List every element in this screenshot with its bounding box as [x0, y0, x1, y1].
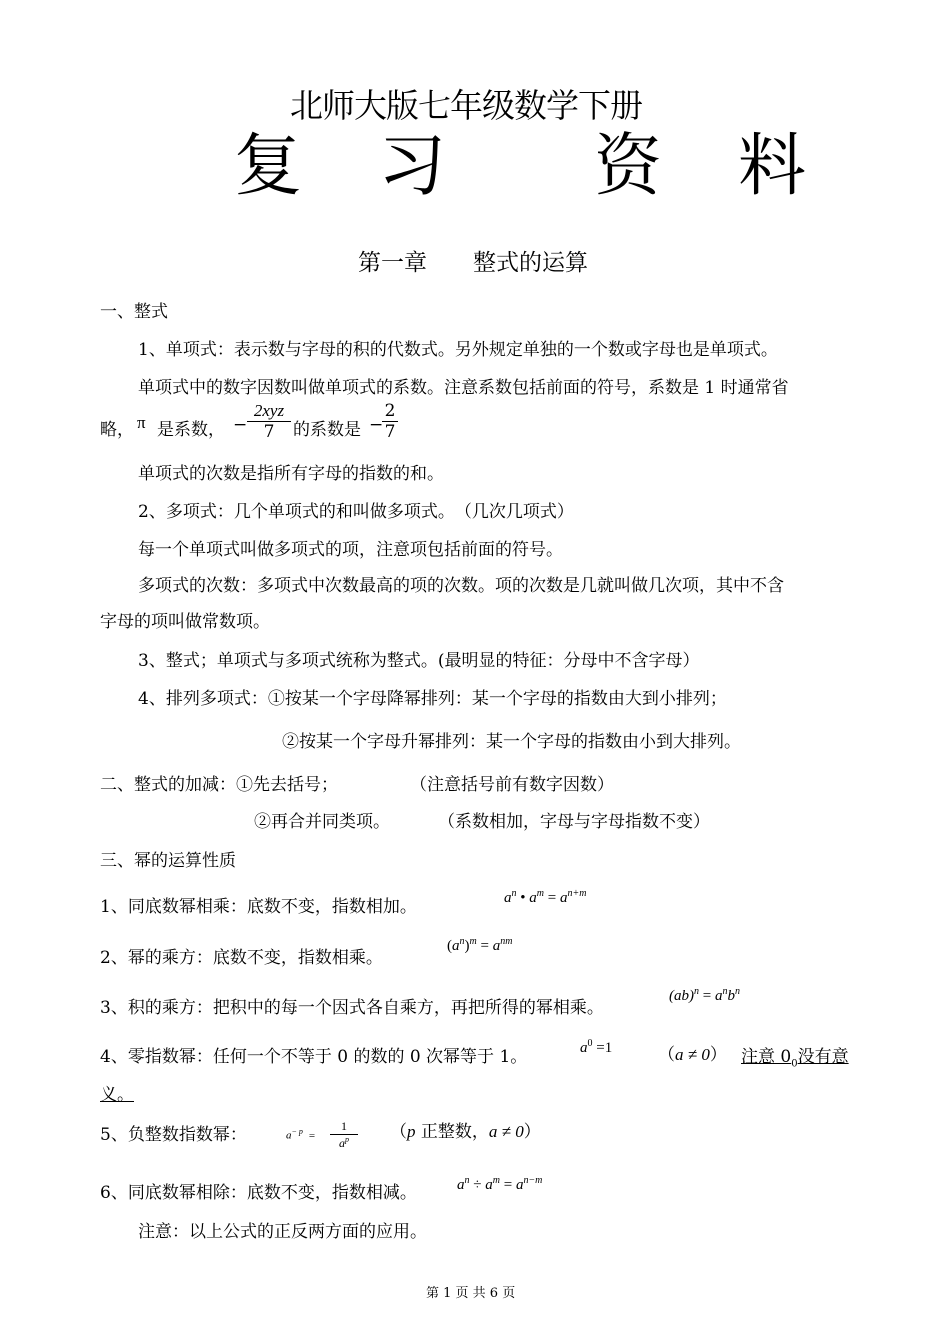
- condition-text: a ≠ 0: [488, 1122, 524, 1141]
- fraction-denominator: 7: [263, 422, 275, 442]
- note-text: 没有意: [797, 1047, 849, 1067]
- note: 注意：以上公式的正反两方面的应用。: [138, 1222, 427, 1242]
- formula-2: [447, 936, 512, 955]
- condition-text: a ≠ 0: [675, 1045, 710, 1064]
- formula-exp: − p: [291, 1127, 303, 1136]
- formula-op: =: [499, 1177, 516, 1193]
- fraction-sign: −: [233, 415, 248, 435]
- formula-term: a: [286, 1129, 292, 1142]
- paragraph: 1、单项式：表示数与字母的积的代数式。另外规定单独的一个数或字母也是单项式。: [138, 340, 778, 360]
- formula-paren: ): [464, 938, 470, 954]
- formula-op: =1: [592, 1040, 613, 1056]
- formula-exp: m: [492, 1175, 500, 1186]
- formula-term: a: [457, 1177, 465, 1193]
- formula-term: a: [504, 890, 512, 906]
- paragraph: 字母的项叫做常数项。: [100, 612, 270, 632]
- formula-op: =: [476, 938, 493, 954]
- rule-3: 3、积的乘方：把积中的每一个因式各自乘方，再把所得的幂相乘。: [100, 998, 604, 1018]
- formula-op: ÷: [469, 1177, 486, 1193]
- formula-exp: m: [469, 936, 477, 947]
- rule-6: 6、同底数幂相除：底数不变，指数相减。: [100, 1183, 417, 1203]
- paragraph: ②按某一个字母升幂排列：某一个字母的指数由小到大排列。: [282, 732, 741, 752]
- formula-exp: n+m: [567, 888, 587, 899]
- formula-exp: n: [734, 986, 740, 997]
- fraction-denominator: $a^p$: [339, 1135, 349, 1150]
- formula-3: [669, 986, 740, 1005]
- formula-term: a: [485, 1177, 493, 1193]
- section-heading-1: 一、整式: [100, 302, 168, 322]
- rule-4: 4、零指数幂：任何一个不等于 0 的数的 0 次幂等于 1。: [100, 1047, 528, 1067]
- document-subtitle: 复 习 资 料: [234, 127, 811, 206]
- formula-term: a: [580, 1040, 588, 1056]
- formula-term: a: [559, 890, 568, 906]
- formula-op: =: [544, 890, 560, 906]
- formula-paren: (: [447, 938, 452, 954]
- condition-paren: ）: [709, 1045, 727, 1065]
- formula-term: a: [492, 938, 501, 954]
- condition: [390, 1117, 541, 1142]
- rule-5: 5、负整数指数幂：: [100, 1125, 247, 1145]
- paragraph-lead: 略，: [100, 420, 134, 440]
- formula-exp: m: [536, 888, 544, 899]
- paragraph-text: 是系数，: [157, 420, 225, 440]
- formula-exp: n: [511, 888, 517, 899]
- page-footer: 第 1 页 共 6 页: [426, 1286, 516, 1301]
- condition-paren: （: [390, 1122, 407, 1142]
- formula-5: [286, 1127, 321, 1142]
- fraction-numerator: 2xyz: [253, 401, 285, 420]
- formula-op: =: [699, 988, 715, 1004]
- fraction-2-over-7: [382, 401, 398, 442]
- condition-text: 正整数，: [415, 1122, 489, 1142]
- note-underlined: 义。: [100, 1085, 134, 1105]
- fraction-2xyz-over-7: [247, 401, 291, 442]
- document-title: 北师大版七年级数学下册: [290, 86, 642, 125]
- formula-term: a: [515, 1177, 524, 1193]
- fraction-numerator: 2: [384, 401, 396, 421]
- note-subscript: 0: [791, 1058, 798, 1070]
- paragraph-note: （系数相加，字母与字母指数不变）: [438, 812, 710, 832]
- formula-exp: n: [464, 1175, 470, 1186]
- formula-term: b: [727, 988, 735, 1004]
- paragraph: 每一个单项式叫做多项式的项，注意项包括前面的符号。: [138, 540, 563, 560]
- formula-op: =: [308, 1129, 316, 1142]
- condition-paren: ）: [523, 1122, 541, 1142]
- condition-var: p: [407, 1122, 416, 1141]
- rule-2: 2、幂的乘方：底数不变，指数相乘。: [100, 948, 383, 968]
- fraction-sign: −: [369, 415, 384, 435]
- formula-exp: nm: [500, 936, 513, 947]
- condition: [658, 1040, 727, 1065]
- note-text-visible: 注意 0: [741, 1047, 792, 1067]
- paragraph: 单项式中的数字因数叫做单项式的系数。注意系数包括前面的符号，系数是 1 时通常省: [138, 378, 789, 398]
- paragraph-note: （注意括号前有数字因数）: [410, 775, 614, 795]
- paragraph: 单项式的次数是指所有字母的指数的和。: [138, 464, 444, 484]
- paragraph: 2、多项式：几个单项式的和叫做多项式。 （几次几项式）: [138, 502, 574, 522]
- formula-6: [457, 1175, 542, 1194]
- formula-1: [504, 888, 586, 907]
- section-heading-2: 二、整式的加减：①先去括号；: [100, 775, 338, 795]
- pi-symbol: π: [137, 413, 146, 432]
- formula-term: a: [452, 938, 460, 954]
- formula-exp: n: [694, 986, 699, 997]
- formula-exp: n: [459, 936, 465, 947]
- formula-exp: n: [722, 986, 728, 997]
- formula-term: a: [714, 988, 723, 1004]
- formula-4: [580, 1038, 612, 1057]
- rule-1: 1、同底数幂相乘：底数不变，指数相加。: [100, 897, 417, 917]
- section-heading-3: 三、幂的运算性质: [100, 851, 236, 871]
- chapter-heading: 第一章 整式的运算: [358, 250, 588, 276]
- fraction-numerator: 1: [341, 1119, 347, 1133]
- fraction-denominator: 7: [384, 422, 396, 442]
- formula-exp: n−m: [523, 1175, 543, 1186]
- paragraph: 3、整式；单项式与多项式统称为整式。(最明显的特征：分母中不含字母）: [138, 651, 700, 671]
- formula-op: •: [516, 890, 530, 906]
- paragraph: 多项式的次数：多项式中次数最高的项的次数。项的次数是几就叫做几次项，其中不含: [138, 576, 784, 596]
- formula-term: (ab): [669, 988, 694, 1004]
- condition-paren: （: [658, 1045, 675, 1065]
- paragraph-text: 的系数是: [293, 420, 361, 440]
- formula-5-fraction: [330, 1119, 358, 1151]
- formula-term: a: [529, 890, 537, 906]
- formula-exp: 0: [587, 1038, 593, 1049]
- paragraph: 4、排列多项式：①按某一个字母降幂排列：某一个字母的指数由大到小排列；: [138, 689, 727, 709]
- note-underlined: [741, 1042, 849, 1069]
- paragraph: ②再合并同类项。: [254, 812, 390, 832]
